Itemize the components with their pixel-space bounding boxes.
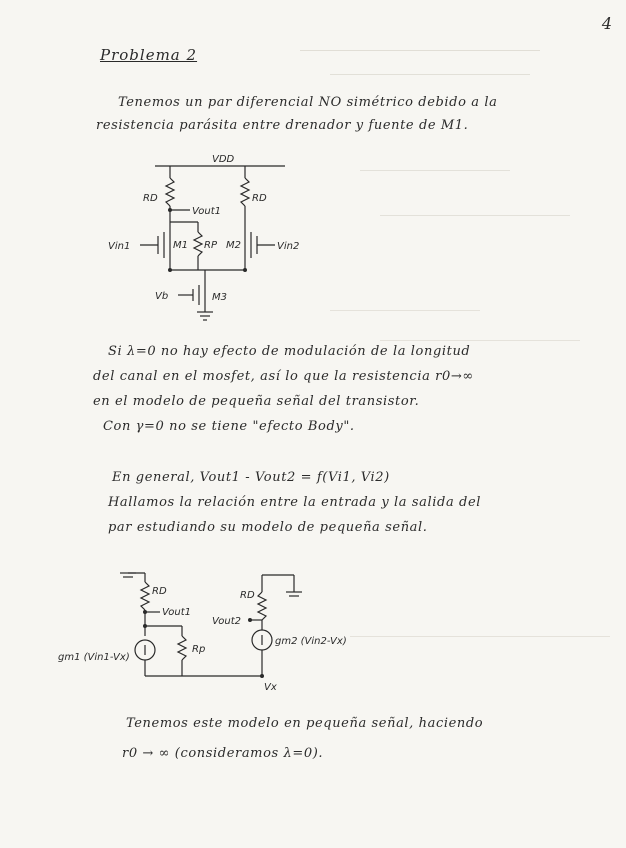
- intro-line-1: Tenemos un par diferencial NO simétrico debido a la: [118, 95, 498, 110]
- problem-title: Problema 2: [100, 46, 198, 64]
- model-vout1-label: Vout1: [162, 607, 191, 618]
- vin1-label: Vin1: [108, 241, 131, 252]
- intro-line-2: resistencia parásita entre drenador y fuente de M1.: [96, 118, 469, 133]
- rp-label: RP: [204, 240, 217, 251]
- para1-line-3: en el modelo de pequeña señal del transistor.: [93, 394, 420, 409]
- page-number: 4: [601, 14, 612, 33]
- rd-right-label: RD: [252, 193, 267, 204]
- para2-line-3: par estudiando su modelo de pequeña señal.: [108, 520, 428, 535]
- vin2-label: Vin2: [277, 241, 300, 252]
- model-wires: [120, 573, 302, 676]
- para1-line-1: Si λ=0 no hay efecto de modulación de la longitud: [108, 344, 471, 359]
- model-vout2-label: Vout2: [212, 616, 241, 627]
- para2-line-2: Hallamos la relación entre la entrada y la salida del: [108, 495, 481, 510]
- vb-label: Vb: [155, 291, 169, 302]
- model-rd-right-label: RD: [240, 590, 255, 601]
- model-gm1-label: gm1 (Vin1-Vx): [58, 652, 130, 663]
- para2-line-1: En general, Vout1 - Vout2 = f(Vi1, Vi2): [112, 470, 390, 485]
- para1-line-4: Con γ=0 no se tiene "efecto Body".: [103, 419, 355, 434]
- para1-line-2: del canal en el mosfet, así lo que la resistencia r0→∞: [93, 369, 474, 384]
- para3-line-1: Tenemos este modelo en pequeña señal, haciendo: [126, 716, 484, 731]
- m1-label: M1: [173, 240, 188, 251]
- model-rp-label: Rp: [192, 644, 206, 655]
- model-vx-label: Vx: [264, 682, 277, 693]
- rd-left-label: RD: [143, 193, 158, 204]
- m2-label: M2: [226, 240, 241, 251]
- m3-label: M3: [212, 292, 227, 303]
- model-gm2-label: gm2 (Vin2-Vx): [275, 636, 347, 647]
- vout1-label: Vout1: [192, 206, 221, 217]
- vdd-label: VDD: [212, 154, 235, 165]
- para3-line-2: r0 → ∞ (consideramos λ=0).: [122, 746, 324, 761]
- model-rd-left-label: RD: [152, 586, 167, 597]
